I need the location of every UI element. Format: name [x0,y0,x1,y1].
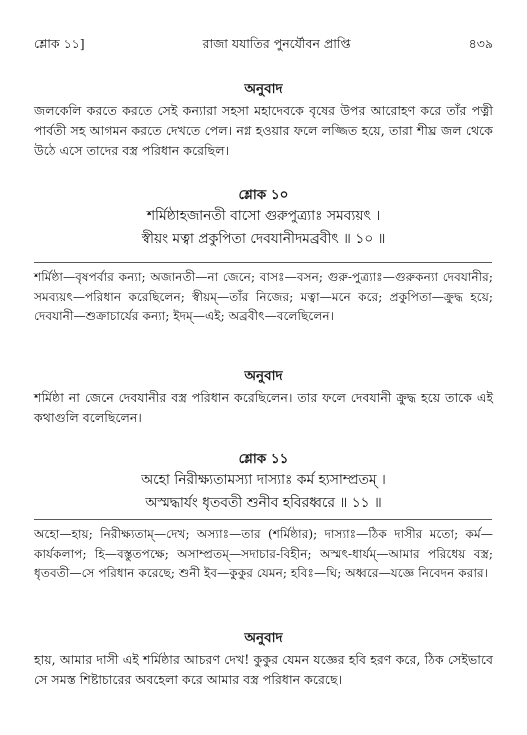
translation-heading-2: অনুবাদ [244,368,283,384]
page-number: ৪৩৯ [468,36,493,51]
verse-10 [34,205,493,251]
header-chapter-title: রাজা যযাতির পুনর্যৌবন প্রাপ্তি [202,36,351,51]
running-header [34,36,493,56]
header-verse-ref: শ্লোক ১১] [34,36,85,51]
synonyms-11: অহো—হায়; নিরীক্ষ্যতাম্—দেখ; অস্যাঃ—তার (শর্মিষ্ঠার); দাস্যাঃ—ঠিক দাসীর মতো; কর্ম—কার্যকলাপ; হি—বস্তুতপক্ষে; অসাম্প্রতম্—সদাচার-বিহীন; অস্মৎ-ধার্যম্—আমার পরিধেয় বস্ত্র; ধৃতবতী—সে পরিধান করেছে; শুনী ইব—কুকুর যেমন; হবিঃ—ঘি; অধ্বরে—যজ্ঞে নিবেদন করার। [34,527,493,580]
verse-10-line-1: শর্মিষ্ঠাহজানতী বাসো গুরুপুত্র্যাঃ সমব্যয়ৎ । [146,208,381,224]
divider-rule [34,519,492,520]
synonyms-10: শর্মিষ্ঠা—বৃষপর্বার কন্যা; অজানতী—না জেনে; বাসঃ—বসন; গুরু-পুত্র্যাঃ—গুরুকন্যা দেবযানীর; সমব্যয়ৎ—পরিধান করেছিলেন; স্বীয়ম্—তাঁর নিজের; মত্বা—মনে করে; প্রকুপিতা—ক্রুদ্ধ হয়ে; দেবযানী—শুক্রাচার্যের কন্যা; ইদম্—এই; অব্রবীৎ—বলেছিলেন। [34,270,493,323]
verse-11-line-2: অস্মদ্ধার্যং ধৃতবতী শুনীব হবিরধ্বরে ॥ ১১ ॥ [145,495,382,511]
translation-text-3: হায়, আমার দাসী এই শর্মিষ্ঠার আচরণ দেখ! কুকুর যেমন যজ্ঞের হবি হরণ করে, ঠিক সেইভাবে সে সমস্ত শিষ্টাচারের অবহেলা করে আমার বস্ত্র পরিধান করেছে। [34,652,493,687]
verse-11 [34,469,493,515]
translation-heading-1: অনুবাদ [244,81,283,97]
divider-rule [34,262,492,263]
verse-10-line-2: স্বীয়ং মত্বা প্রকুপিতা দেবযানীদমব্রবীৎ ॥ ১০ ॥ [141,231,386,247]
translation-text-2: শর্মিষ্ঠা না জেনে দেবযানীর বস্ত্র পরিধান করেছিলেন। তার ফলে দেবযানী ক্রুদ্ধ হয়ে তাকে এই কথাগুলি বলেছিলেন। [34,390,493,425]
verse-heading-10: শ্লোক ১০ [238,187,289,203]
verse-heading-11: শ্লোক ১১ [238,451,289,467]
verse-11-line-1: অহো নিরীক্ষ্যতামস্যা দাস্যাঃ কর্ম হ্যসাম্প্রতম্ । [141,472,386,488]
translation-text-1: জলকেলি করতে করতে সেই কন্যারা সহসা মহাদেবকে বৃষের উপর আরোহণ করে তাঁর পত্নী পার্বতী সহ আগমন করতে দেখতে পেল। নগ্ন হওয়ার ফলে লজ্জিত হয়ে, তারা শীঘ্র জল থেকে উঠে এসে তাদের বস্ত্র পরিধান করেছিল। [34,103,493,158]
translation-heading-3: অনুবাদ [244,630,283,646]
